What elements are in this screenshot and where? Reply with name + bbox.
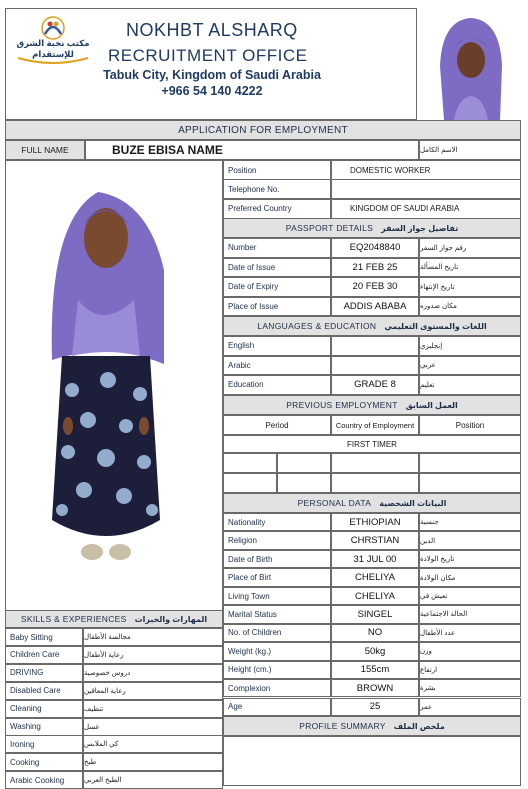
- skill-label-text: DRIVING: [10, 668, 44, 678]
- skill-arabic: [83, 735, 223, 753]
- info-label-text: Position: [228, 165, 257, 175]
- personal-arabic: [419, 661, 521, 679]
- personal-value: [331, 698, 419, 716]
- personal-arabic: [419, 550, 521, 568]
- skill-arabic-text: تنظيف: [84, 705, 104, 713]
- previous-employment-title: [223, 395, 521, 415]
- personal-value: [331, 642, 419, 660]
- languages-section-title: [223, 316, 521, 336]
- personal-arabic: [419, 531, 521, 549]
- skill-arabic-text: دروس خصوصية: [84, 669, 131, 677]
- employment-empty-2b: [277, 473, 331, 493]
- personal-arabic-text: عدد الأطفال: [420, 629, 456, 637]
- personal-value-text: SINGEL: [357, 608, 393, 620]
- personal-value-text: 25: [369, 701, 381, 713]
- personal-value-text: CHRSTIAN: [350, 535, 400, 547]
- personal-label-text: Age: [228, 702, 243, 712]
- personal-title-text: PERSONAL DATA: [297, 498, 372, 508]
- language-arabic-text: تعليم: [420, 381, 435, 389]
- passport-value: [331, 238, 419, 258]
- passport-label: [223, 277, 331, 297]
- previous-employment-title-text: PREVIOUS EMPLOYMENT: [286, 400, 398, 410]
- first-timer-text: FIRST TIMER: [347, 439, 397, 449]
- personal-value: [331, 513, 419, 531]
- personal-value-text: NO: [367, 627, 383, 639]
- skill-label: [5, 628, 83, 646]
- skill-arabic-text: رعاية المعاقين: [84, 687, 126, 695]
- passport-arabic-text: تاريخ الإنتهاء: [420, 283, 455, 291]
- personal-value: [331, 661, 419, 679]
- personal-label-text: No. of Children: [228, 628, 282, 638]
- info-label: [223, 179, 331, 199]
- skill-label: [5, 718, 83, 736]
- skill-label: [5, 700, 83, 718]
- skill-arabic-text: الطبخ العربي: [84, 777, 122, 785]
- skill-arabic: [83, 628, 223, 646]
- personal-label-text: Date of Birth: [228, 554, 273, 564]
- personal-arabic-text: الحالة الاجتماعية: [420, 611, 468, 619]
- language-value: [331, 375, 419, 395]
- company-phone: +966 54 140 4222: [161, 84, 263, 98]
- personal-arabic-text: وزن: [420, 648, 432, 656]
- skill-arabic-text: غسل: [84, 723, 100, 731]
- first-timer-row: [223, 435, 521, 453]
- personal-value-text: 50kg: [364, 645, 386, 657]
- skill-label: [5, 771, 83, 789]
- skill-label-text: Arabic Cooking: [10, 775, 65, 785]
- employment-empty-2a: [223, 473, 277, 493]
- passport-value: [331, 277, 419, 297]
- skill-label-text: Disabled Care: [10, 686, 61, 696]
- personal-arabic: [419, 513, 521, 531]
- language-arabic: [419, 336, 521, 356]
- profile-summary-title: [223, 716, 521, 736]
- personal-label-text: Complexion: [228, 683, 271, 693]
- passport-arabic-text: تاريخ المسألة: [420, 264, 459, 272]
- company-subtitle: RECRUITMENT OFFICE: [108, 46, 308, 65]
- personal-label: [223, 568, 331, 586]
- company-logo: [12, 14, 94, 64]
- employment-empty-1c: [331, 453, 419, 473]
- skill-arabic: [83, 753, 223, 771]
- passport-label: [223, 238, 331, 258]
- col-position-text: Position: [455, 420, 485, 430]
- personal-label-text: Place of Birt: [228, 573, 272, 583]
- language-value: [331, 356, 419, 376]
- passport-arabic: [419, 277, 521, 297]
- personal-value-text: 155cm: [360, 664, 390, 676]
- personal-arabic-text: تاريخ الولادة: [420, 556, 455, 564]
- skill-arabic: [83, 700, 223, 718]
- personal-arabic: [419, 624, 521, 642]
- skill-arabic-text: مجالسة الأطفال: [84, 634, 131, 641]
- company-name: NOKHBT ALSHARQ: [126, 20, 298, 40]
- personal-value-text: CHELIYA: [355, 572, 395, 584]
- skill-arabic: [83, 718, 223, 736]
- passport-label: [223, 258, 331, 278]
- skills-section-title: [5, 610, 223, 628]
- personal-value: [331, 587, 419, 605]
- personal-arabic-text: بشرة: [420, 685, 436, 693]
- languages-title-arabic: اللغات والمستوى التعليمي: [384, 321, 487, 331]
- language-value-text: GRADE 8: [354, 379, 396, 391]
- language-arabic-text: إنجليزي: [420, 342, 443, 350]
- passport-value-text: ADDIS ABABA: [343, 300, 407, 312]
- skill-label-text: Cooking: [10, 757, 40, 767]
- personal-label: [223, 587, 331, 605]
- personal-arabic-text: مكان الولادة: [420, 574, 456, 582]
- application-title-text: APPLICATION FOR EMPLOYMENT: [178, 124, 348, 136]
- passport-arabic: [419, 258, 521, 278]
- passport-value-text: 21 FEB 25: [352, 261, 398, 273]
- info-label: [223, 199, 331, 219]
- passport-title-arabic: تفاصيل جواز السفر: [381, 223, 459, 233]
- col-period-text: Period: [265, 420, 289, 430]
- personal-arabic: [419, 605, 521, 623]
- full-name-label-text: FULL NAME: [21, 145, 69, 155]
- personal-arabic-text: الدين: [420, 537, 436, 545]
- full-name-arabic: [419, 140, 521, 160]
- personal-value: [331, 605, 419, 623]
- personal-arabic-text: جنسية: [420, 519, 439, 527]
- personal-arabic: [419, 642, 521, 660]
- language-label-text: Arabic: [228, 360, 251, 370]
- skill-label-text: Children Care: [10, 650, 60, 660]
- info-value-text: KINGDOM OF SAUDI ARABIA: [350, 204, 460, 214]
- personal-value: [331, 531, 419, 549]
- passport-value-text: 20 FEB 30: [352, 281, 398, 293]
- personal-label: [223, 642, 331, 660]
- skill-label: [5, 682, 83, 700]
- skill-arabic-text: رعاية الأطفال: [84, 651, 124, 659]
- passport-label-text: Date of Expiry: [228, 282, 279, 292]
- profile-summary-title-arabic: ملخص الملف: [393, 721, 445, 731]
- personal-label: [223, 661, 331, 679]
- personal-value: [331, 624, 419, 642]
- personal-value-text: CHELIYA: [355, 590, 395, 602]
- passport-section-title: [223, 218, 521, 238]
- passport-arabic: [419, 297, 521, 317]
- skill-label: [5, 753, 83, 771]
- passport-label-text: Place of Issue: [228, 301, 279, 311]
- col-period: [223, 415, 331, 435]
- personal-label-text: Height (cm.): [228, 665, 272, 675]
- personal-label-text: Marital Status: [228, 609, 277, 619]
- personal-arabic: [419, 568, 521, 586]
- skill-arabic-text: طبخ: [84, 759, 97, 767]
- info-label-text: Preferred Country: [228, 204, 292, 214]
- info-value-text: DOMESTIC WORKER: [350, 165, 431, 175]
- personal-label-text: Living Town: [228, 591, 270, 601]
- personal-data-title: [223, 493, 521, 513]
- personal-label: [223, 513, 331, 531]
- language-value: [331, 336, 419, 356]
- personal-value: [331, 550, 419, 568]
- skill-arabic: [83, 682, 223, 700]
- language-arabic-text: عربي: [420, 362, 436, 370]
- skill-arabic-text: كي الملابس: [84, 741, 119, 749]
- personal-title-arabic: البيانات الشخصية: [379, 498, 447, 508]
- skill-arabic: [83, 771, 223, 789]
- full-name-arabic-text: الاسم الكامل: [420, 147, 458, 154]
- employment-empty-1b: [277, 453, 331, 473]
- skill-arabic: [83, 646, 223, 664]
- language-arabic: [419, 356, 521, 376]
- personal-value: [331, 568, 419, 586]
- full-body-photo: [48, 180, 168, 572]
- passport-value-text: EQ2048840: [349, 242, 401, 254]
- skill-label-text: Washing: [10, 722, 41, 731]
- skill-label: [5, 664, 83, 682]
- personal-value: [331, 679, 419, 697]
- personal-label: [223, 605, 331, 623]
- personal-value-text: BROWN: [356, 682, 394, 694]
- application-title: [5, 120, 521, 140]
- personal-arabic-text: ارتفاع: [420, 666, 438, 674]
- languages-title-text: LANGUAGES & EDUCATION: [257, 321, 377, 331]
- personal-label: [223, 550, 331, 568]
- logo-text: مكتب نخبة الشرق للإستقدام: [16, 38, 90, 59]
- personal-arabic-text: عمر: [420, 703, 433, 711]
- language-arabic: [419, 375, 521, 395]
- language-label: [223, 356, 331, 376]
- skill-label-text: Baby Sitting: [10, 632, 53, 642]
- personal-label-text: Weight (kg.): [228, 646, 271, 656]
- skill-arabic: [83, 664, 223, 682]
- company-city: Tabuk City, Kingdom of Saudi Arabia: [103, 68, 321, 82]
- passport-arabic: [419, 238, 521, 258]
- personal-arabic: [419, 698, 521, 716]
- passport-title-text: PASSPORT DETAILS: [285, 223, 374, 233]
- skill-label-text: Ironing: [10, 739, 35, 749]
- passport-label-text: Date of Issue: [228, 262, 276, 272]
- personal-label-text: Religion: [228, 536, 257, 546]
- portrait-photo: [430, 8, 512, 120]
- language-label: [223, 336, 331, 356]
- info-label: [223, 160, 331, 180]
- employment-empty-2c: [331, 473, 419, 493]
- full-name-value: [85, 140, 419, 160]
- col-country: [331, 415, 419, 435]
- passport-value: [331, 258, 419, 278]
- personal-label: [223, 679, 331, 697]
- personal-value-text: 31 JUL 00: [353, 553, 397, 565]
- skill-label: [5, 646, 83, 664]
- language-label-text: Education: [228, 380, 264, 390]
- col-country-text: Country of Employment: [335, 420, 415, 430]
- full-name-label: [5, 140, 85, 160]
- info-label-text: Telephone No.: [228, 184, 280, 194]
- personal-value-text: ETHIOPIAN: [349, 516, 401, 528]
- profile-summary-body: [223, 736, 521, 786]
- personal-label: [223, 624, 331, 642]
- full-name-value-text: BUZE EBISA NAME: [112, 143, 223, 157]
- col-position: [419, 415, 521, 435]
- personal-label-text: Nationality: [228, 517, 266, 527]
- passport-label-text: Number: [228, 243, 257, 253]
- personal-arabic: [419, 679, 521, 697]
- skills-title-text: SKILLS & EXPERIENCES: [20, 614, 127, 624]
- previous-employment-title-arabic: العمل السابق: [405, 400, 458, 410]
- info-value: [331, 199, 521, 219]
- personal-label: [223, 531, 331, 549]
- employment-empty-2d: [419, 473, 521, 493]
- info-value: [331, 160, 521, 180]
- passport-value: [331, 297, 419, 317]
- personal-label: [223, 698, 331, 716]
- skills-title-arabic: المهارات والخبرات: [134, 614, 208, 624]
- profile-summary-title-text: PROFILE SUMMARY: [299, 721, 386, 731]
- skill-label-text: Cleaning: [10, 704, 42, 714]
- personal-arabic: [419, 587, 521, 605]
- language-label-text: English: [228, 341, 255, 351]
- info-value: [331, 179, 521, 199]
- passport-arabic-text: رقم جواز السفر: [420, 244, 467, 252]
- personal-arabic-text: تعيش في: [420, 593, 448, 601]
- language-label: [223, 375, 331, 395]
- skill-label: [5, 735, 83, 753]
- passport-label: [223, 297, 331, 317]
- employment-empty-1d: [419, 453, 521, 473]
- employment-empty-1a: [223, 453, 277, 473]
- passport-arabic-text: مكان صدوره: [420, 303, 457, 311]
